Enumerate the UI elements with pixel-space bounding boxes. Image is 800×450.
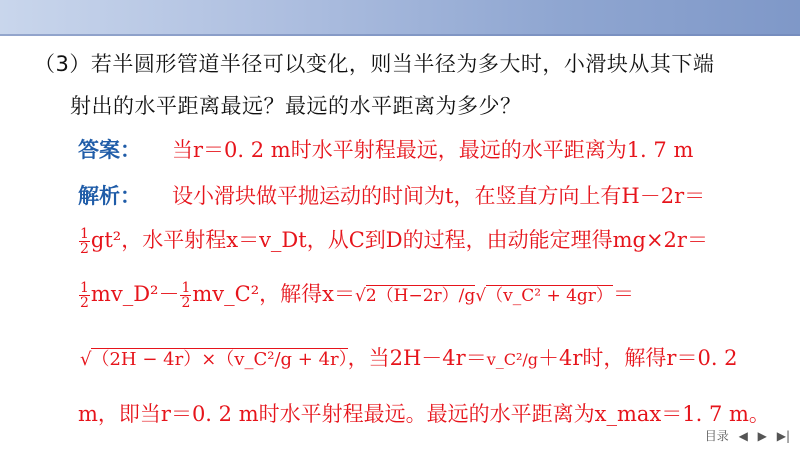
vc-fraction: v_C²/g	[486, 350, 539, 369]
play-icon[interactable]: ▶	[757, 429, 767, 443]
analysis-line-1: 设小滑块做平抛运动的时间为t，在竖直方向上有H－2r＝	[172, 184, 706, 208]
analysis-line-5: m，即当r＝0. 2 m时水平射程最远。最远的水平距离为x_max＝1. 7 m。	[78, 402, 770, 426]
analysis-line-3: $\frac{1}{2}$ mv_D²－ $\frac{1}{2}$ mv_C²，解得x＝√2（H−2r）/g√（v_C² + 4gr）＝	[80, 280, 634, 311]
sqrt-term-2: √（v_C² + 4gr）	[475, 286, 613, 306]
analysis-line-2: $\frac{1}{2}$ gt²，水平射程x＝v_Dt，从C到D的过程，由动能定理得mg×2r＝	[80, 226, 708, 257]
menu-button[interactable]: 目录	[704, 429, 729, 443]
sqrt-term-1: √2（H−2r）/g	[355, 286, 476, 306]
question-line-2: 射出的水平距离最远？最远的水平距离为多少？	[70, 94, 522, 118]
prev-icon[interactable]: ◀	[738, 429, 748, 443]
analysis-label: 解析：	[78, 184, 141, 208]
answer-label: 答案：	[78, 138, 141, 162]
next-icon[interactable]: ▶|	[776, 429, 790, 443]
question-line-1: （3）若半圆形管道半径可以变化，则当半径为多大时，小滑块从其下端	[34, 52, 715, 76]
slide-navigation	[699, 427, 790, 444]
half-fraction-2: $\frac{1}{2}$	[80, 280, 89, 311]
half-fraction-3: $\frac{1}{2}$	[181, 280, 191, 311]
analysis-line-4: √（2H − 4r）×（v_C²/g + 4r），当2H－4r＝v_C²/g＋4r时，解得r＝0. 2	[80, 346, 738, 370]
sqrt-term-3: √（2H − 4r）×（v_C²/g + 4r）	[80, 349, 348, 370]
question-number: （3）	[34, 52, 91, 76]
answer-text: 当r＝0. 2 m时水平射程最远，最远的水平距离为1. 7 m	[172, 138, 694, 162]
half-fraction: $\frac{1}{2}$	[80, 226, 89, 257]
title-bar	[0, 0, 800, 36]
